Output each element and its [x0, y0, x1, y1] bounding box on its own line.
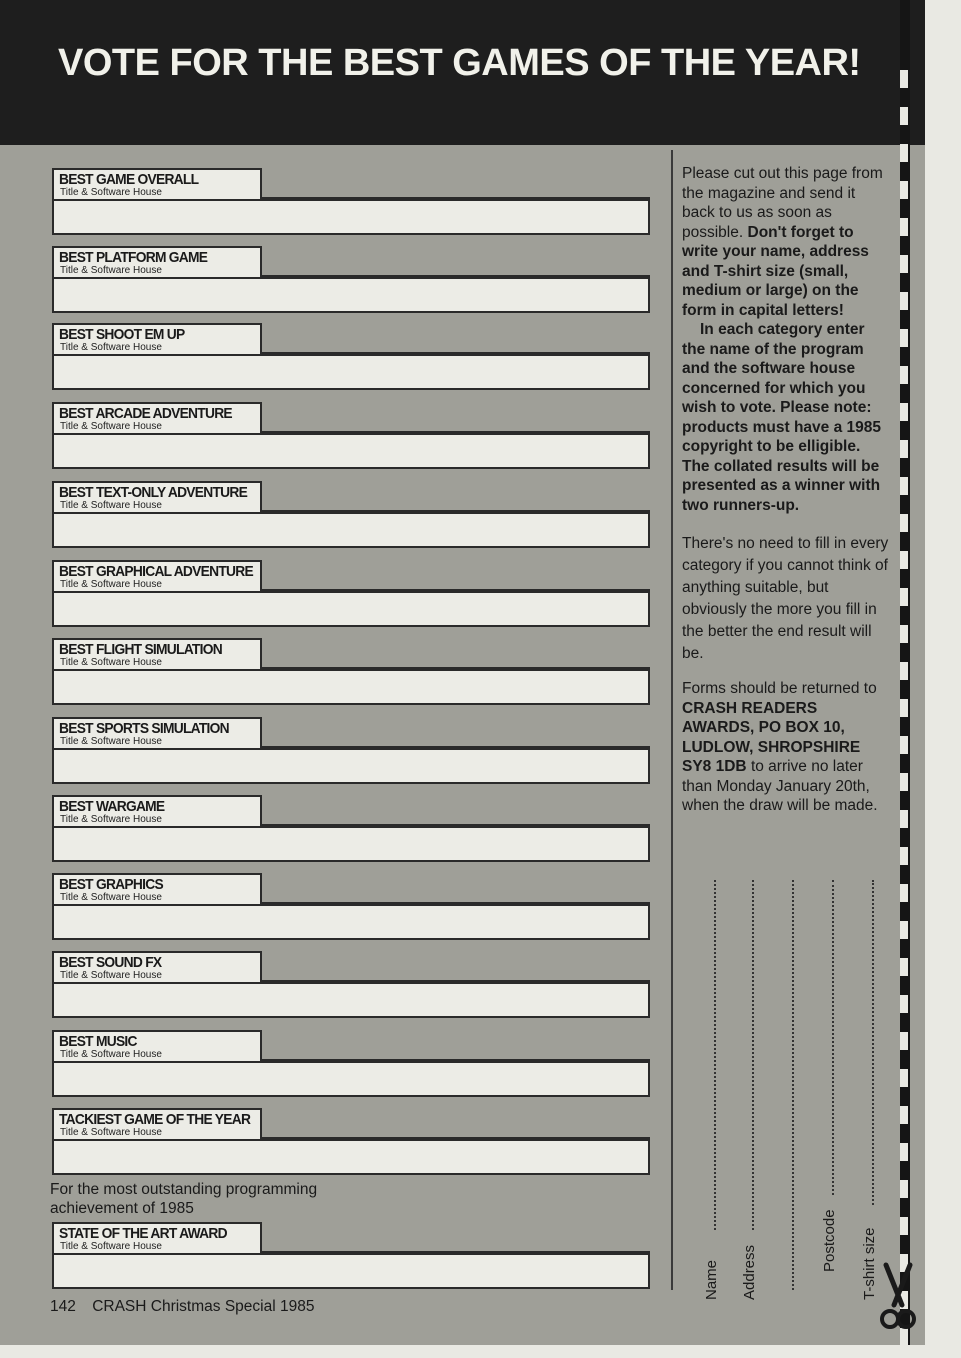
cut-dash-gap — [900, 329, 908, 347]
category-title: BEST PLATFORM GAME — [59, 249, 208, 266]
category-label-box — [52, 1108, 262, 1139]
category-subtitle: Title & Software House — [60, 500, 162, 511]
category-entry — [52, 638, 652, 706]
category-label-box — [52, 795, 262, 826]
category-label-box — [52, 951, 262, 982]
category-label-box — [52, 246, 262, 277]
vote-entry-field[interactable] — [52, 904, 650, 940]
cut-dash-gap — [900, 144, 908, 162]
outstanding-caption: For the most outstanding programming achievement of 1985 — [50, 1181, 318, 1217]
instructions-intro: Please cut out this page from the magazine and send it back to us as soon as possible. — [682, 165, 883, 241]
category-label-box — [52, 638, 262, 669]
cut-dash-gap — [900, 218, 908, 236]
header-banner — [0, 0, 925, 145]
category-entry — [52, 402, 652, 470]
category-title: BEST SOUND FX — [59, 954, 162, 971]
vote-entry-field[interactable] — [52, 199, 650, 235]
vote-entry-field[interactable] — [52, 1061, 650, 1097]
category-title: BEST ARCADE ADVENTURE — [59, 405, 232, 422]
category-title: BEST FLIGHT SIMULATION — [59, 641, 222, 658]
category-title: BEST MUSIC — [59, 1033, 137, 1050]
category-label-box — [52, 717, 262, 748]
category-title: TACKIEST GAME OF THE YEAR — [59, 1111, 251, 1128]
cut-dash-gap — [900, 1217, 908, 1235]
cut-dash-gap — [900, 440, 908, 458]
category-subtitle: Title & Software House — [60, 657, 162, 668]
category-label-box — [52, 1030, 262, 1061]
category-entry — [52, 873, 652, 941]
return-address: CRASH READERS AWARDS, PO BOX 10, LUDLOW, SHROPSHIRE SY8 1DB — [682, 699, 861, 775]
scissors-icon — [878, 1255, 918, 1335]
address-line-2-dotted-line[interactable] — [792, 880, 794, 1290]
category-entry — [52, 323, 652, 391]
category-label-box — [52, 560, 262, 591]
category-entry — [52, 246, 652, 314]
category-subtitle: Title & Software House — [60, 342, 162, 353]
cut-dash-gap — [900, 773, 908, 791]
cut-dash-gap — [900, 736, 908, 754]
name-dotted-line[interactable] — [714, 880, 716, 1230]
tshirt-size-dotted-line[interactable] — [872, 880, 874, 1205]
vote-entry-field[interactable] — [52, 748, 650, 784]
category-title: BEST TEXT-ONLY ADVENTURE — [59, 484, 248, 501]
category-title: BEST GRAPHICAL ADVENTURE — [59, 563, 253, 580]
cut-dash-gap — [900, 1143, 908, 1161]
cut-dash-gap — [900, 403, 908, 421]
category-label-box — [52, 323, 262, 354]
cut-dash-gap — [900, 366, 908, 384]
address-dotted-line[interactable] — [752, 880, 754, 1230]
category-subtitle: Title & Software House — [60, 187, 162, 198]
cut-dash-gap — [900, 847, 908, 865]
name-field[interactable] — [700, 880, 722, 1300]
instructions-paragraph-1 — [682, 164, 892, 320]
category-title: BEST SHOOT EM UP — [59, 326, 185, 343]
category-label-box — [52, 1222, 262, 1253]
page-number: 142 — [50, 1298, 76, 1315]
tshirt-size-field[interactable] — [858, 880, 880, 1300]
cut-dash-gap — [900, 255, 908, 273]
category-entry — [52, 1108, 652, 1176]
cut-dash-gap — [900, 884, 908, 902]
category-entry — [52, 168, 652, 236]
vote-entry-field[interactable] — [52, 433, 650, 469]
category-subtitle: Title & Software House — [60, 892, 162, 903]
postcode-dotted-line[interactable] — [832, 880, 834, 1195]
cut-dash-gap — [900, 107, 908, 125]
instructions — [682, 164, 892, 816]
return-text: Forms should be returned to — [682, 680, 877, 697]
cut-dash-gap — [900, 625, 908, 643]
category-label-box — [52, 481, 262, 512]
bottom-edge — [0, 1345, 961, 1358]
vote-entry-field[interactable] — [52, 277, 650, 313]
category-subtitle: Title & Software House — [60, 421, 162, 432]
cut-dash-gap — [900, 514, 908, 532]
postcode-field[interactable] — [818, 880, 840, 1300]
vote-entry-field[interactable] — [52, 669, 650, 705]
category-subtitle: Title & Software House — [60, 1049, 162, 1060]
category-subtitle: Title & Software House — [60, 1127, 162, 1138]
cut-dash-gap — [900, 1180, 908, 1198]
category-entry — [52, 795, 652, 863]
category-subtitle: Title & Software House — [60, 265, 162, 276]
address-field[interactable] — [738, 880, 760, 1300]
cut-dash-gap — [900, 181, 908, 199]
postcode-label: Postcode — [821, 1209, 838, 1272]
category-label-box — [52, 402, 262, 433]
category-title: BEST GAME OVERALL — [59, 171, 199, 188]
tshirt-size-label: T-shirt size — [861, 1227, 878, 1300]
vote-entry-field[interactable] — [52, 591, 650, 627]
category-entry — [52, 951, 652, 1019]
category-title: BEST WARGAME — [59, 798, 165, 815]
cut-dash-gap — [900, 292, 908, 310]
category-label-box — [52, 168, 262, 199]
category-entry — [52, 560, 652, 628]
vote-entry-field[interactable] — [52, 826, 650, 862]
publication-name: CRASH Christmas Special 1985 — [92, 1298, 315, 1315]
category-title: BEST GRAPHICS — [59, 876, 163, 893]
cut-dash-gap — [900, 699, 908, 717]
category-title: STATE OF THE ART AWARD — [59, 1225, 227, 1242]
category-title: BEST SPORTS SIMULATION — [59, 720, 229, 737]
cut-dash-gap — [900, 477, 908, 495]
cut-dash-gap — [900, 921, 908, 939]
category-subtitle: Title & Software House — [60, 814, 162, 825]
column-divider — [671, 150, 673, 1290]
address-label: Address — [741, 1244, 758, 1300]
instructions-paragraph-4 — [682, 679, 892, 816]
reader-details-form — [700, 880, 890, 1300]
page-title: VOTE FOR THE BEST GAMES OF THE YEAR! — [58, 42, 861, 84]
category-subtitle: Title & Software House — [60, 970, 162, 981]
vote-entry-field[interactable] — [52, 982, 650, 1018]
category-subtitle: Title & Software House — [60, 736, 162, 747]
instructions-paragraph-2: In each category enter the name of the program and the software house concerned for which you wish to vote. Please note: products must have a 1985 copyright to be elligible. The collated results will be presented as a winner with two runners-up. — [682, 321, 881, 514]
cut-dash-gap — [900, 1106, 908, 1124]
name-label: Name — [703, 1259, 720, 1300]
category-subtitle: Title & Software House — [60, 1241, 162, 1252]
cut-dash-gap — [900, 958, 908, 976]
category-label-box — [52, 873, 262, 904]
category-entry — [52, 481, 652, 549]
page-footer — [50, 1298, 314, 1316]
category-entry — [52, 717, 652, 785]
category-subtitle: Title & Software House — [60, 579, 162, 590]
cut-dash-gap — [900, 551, 908, 569]
cut-dash-gap — [900, 70, 908, 88]
cut-dash-gap — [900, 588, 908, 606]
deadline-text: to arrive no later than Monday January 20th, when the draw will be made. — [682, 758, 878, 814]
vote-entry-field[interactable] — [52, 512, 650, 548]
vote-entry-field[interactable] — [52, 354, 650, 390]
cut-dash-gap — [900, 810, 908, 828]
category-entry — [52, 1030, 652, 1098]
address-line-2-field[interactable] — [778, 880, 800, 1300]
cut-dash-gap — [900, 662, 908, 680]
instructions-paragraph-3: There's no need to fill in every category if you cannot think of anything suitable, but obviously the more you fill in the better the end result will be. — [682, 535, 889, 662]
vote-entry-field[interactable] — [52, 1253, 650, 1289]
cut-dash-gap — [900, 995, 908, 1013]
category-entry — [52, 1222, 652, 1290]
instructions-reminder: Don't forget to write your name, address and T-shirt size (small, medium or large) on the form in capital letters! — [682, 223, 869, 319]
cut-dash-gap — [900, 1069, 908, 1087]
vote-entry-field[interactable] — [52, 1139, 650, 1175]
cut-dash-gap — [900, 1032, 908, 1050]
